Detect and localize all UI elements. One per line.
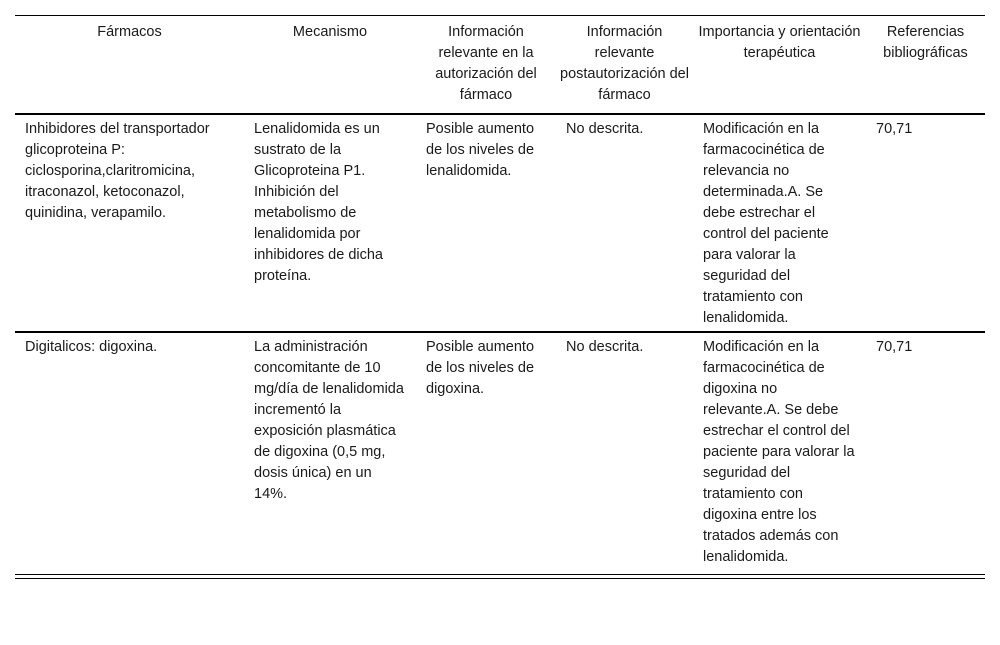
table-header xyxy=(15,16,985,115)
cell-farmacos: Inhibidores del transportador glicoproteina P: ciclosporina,claritromicina, itraconazol, ketoconazol, quinidina, verapamilo. xyxy=(15,114,244,332)
cell-importancia: Modificación en la farmacocinética de relevancia no determinada.A. Se debe estrechar el control del paciente para valorar la seguridad del tratamiento con lenalidomida. xyxy=(693,114,866,332)
table-body xyxy=(15,114,985,575)
header-referencias: Referencias bibliográficas xyxy=(866,16,985,115)
cell-postautorizacion: No descrita. xyxy=(556,332,693,575)
cell-autorizacion: Posible aumento de los niveles de digoxina. xyxy=(416,332,556,575)
cell-autorizacion: Posible aumento de los niveles de lenalidomida. xyxy=(416,114,556,332)
cell-importancia: Modificación en la farmacocinética de digoxina no relevante.A. Se debe estrechar el control del paciente para valorar la seguridad del tratamiento con digoxina entre los tratados además con lenalidomida. xyxy=(693,332,866,575)
header-postautorizacion: Información relevante postautorización del fármaco xyxy=(556,16,693,115)
header-autorizacion: Información relevante en la autorización del fármaco xyxy=(416,16,556,115)
cell-mecanismo: La administración concomitante de 10 mg/día de lenalidomida incrementó la exposición plasmática de digoxina (0,5 mg, dosis única) en un 14%. xyxy=(244,332,416,575)
header-row xyxy=(15,16,985,115)
drug-interaction-table xyxy=(15,15,985,575)
table-row xyxy=(15,332,985,575)
cell-farmacos: Digitalicos: digoxina. xyxy=(15,332,244,575)
header-mecanismo: Mecanismo xyxy=(244,16,416,115)
cell-postautorizacion: No descrita. xyxy=(556,114,693,332)
cell-mecanismo: Lenalidomida es un sustrato de la Glicoproteina P1. Inhibición del metabolismo de lenalidomida por inhibidores de dicha proteína. xyxy=(244,114,416,332)
header-farmacos: Fármacos xyxy=(15,16,244,115)
table-bottom-rule xyxy=(15,578,985,579)
cell-referencias: 70,71 xyxy=(866,332,985,575)
cell-referencias: 70,71 xyxy=(866,114,985,332)
interaction-table-container xyxy=(15,15,985,579)
table-row xyxy=(15,114,985,332)
header-importancia: Importancia y orientación terapéutica xyxy=(693,16,866,115)
